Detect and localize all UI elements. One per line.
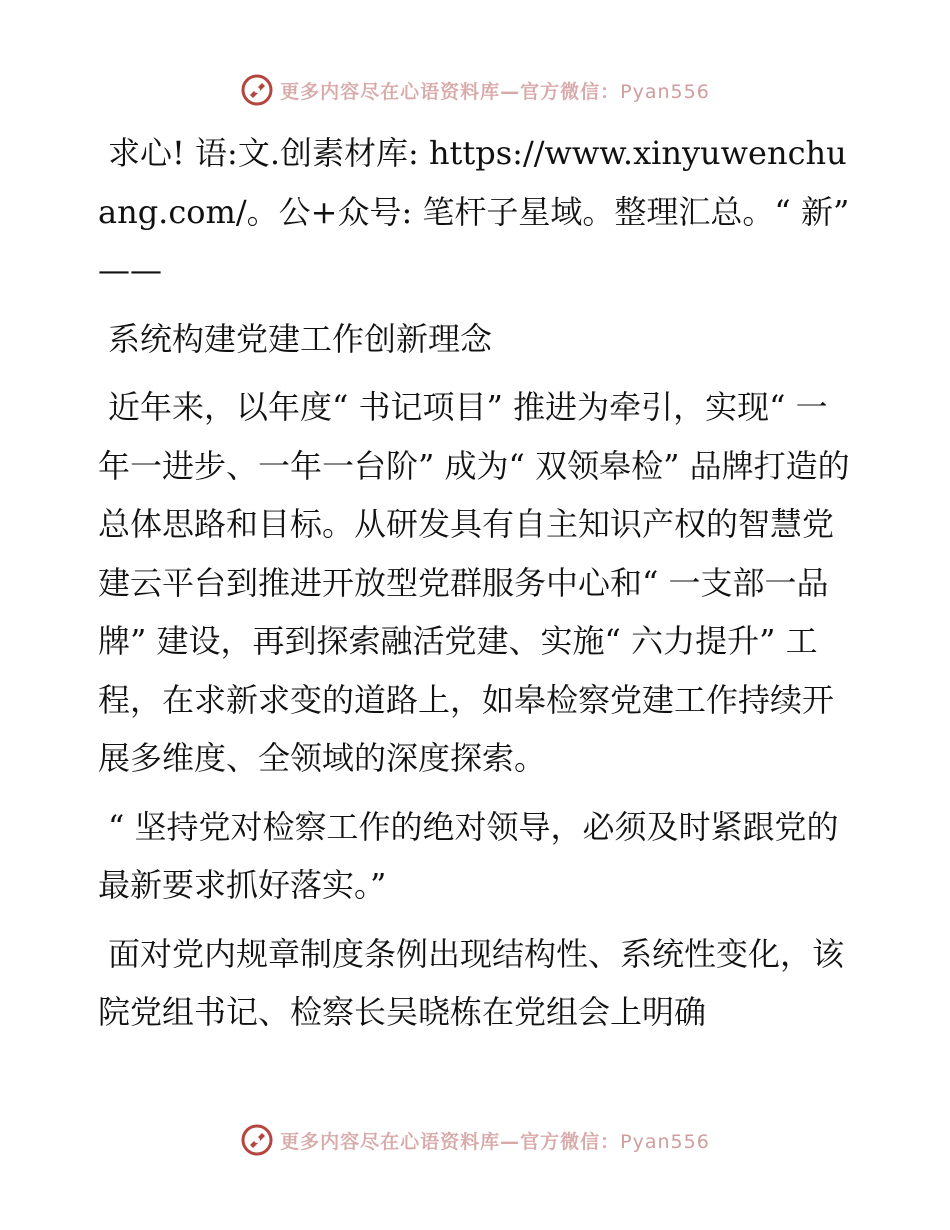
paragraph-continuation: 面对党内规章制度条例出现结构性、系统性变化，该院党组书记、检察长吴晓栋在党组会上明确	[98, 934, 845, 1031]
banner-text: 更多内容尽在心语资料库—官方微信：Pyan556	[280, 80, 710, 103]
paragraph-intro: 近年来，以年度“ 书记项目” 推进为牵引，实现“ 一年一进步、一年一台阶” 成为“ 双领皋检” 品牌打造的总体思路和目标。从研发具有自主知识产权的智慧党建云平台到推进开放型党群服务中心和“ 一支部一品牌” 建设，再到探索融活党建、实施“ 六力提升” 工程，在求新求变的道路上，如皋检察党建工作持续开展多维度、全领域的深度探索。	[98, 388, 850, 777]
brand-seal-icon	[240, 73, 274, 107]
footer-banner	[0, 1120, 950, 1160]
brand-seal-icon	[240, 1123, 274, 1157]
banner-text: 更多内容尽在心语资料库—官方微信：Pyan556	[280, 1130, 710, 1153]
header-banner	[0, 70, 950, 110]
section-heading: 系统构建党建工作创新理念	[108, 319, 493, 358]
paragraph-source-notice: 求心! 语:文.创素材库: https://www.xinyuwenchuang.com/。公+众号: 笔杆子星域。整理汇总。“ 新” ——	[98, 134, 850, 289]
paragraph-quote: “ 坚持党对检察工作的绝对领导，必须及时紧跟党的最新要求抓好落实。”	[98, 807, 839, 904]
document-body	[98, 124, 858, 1042]
